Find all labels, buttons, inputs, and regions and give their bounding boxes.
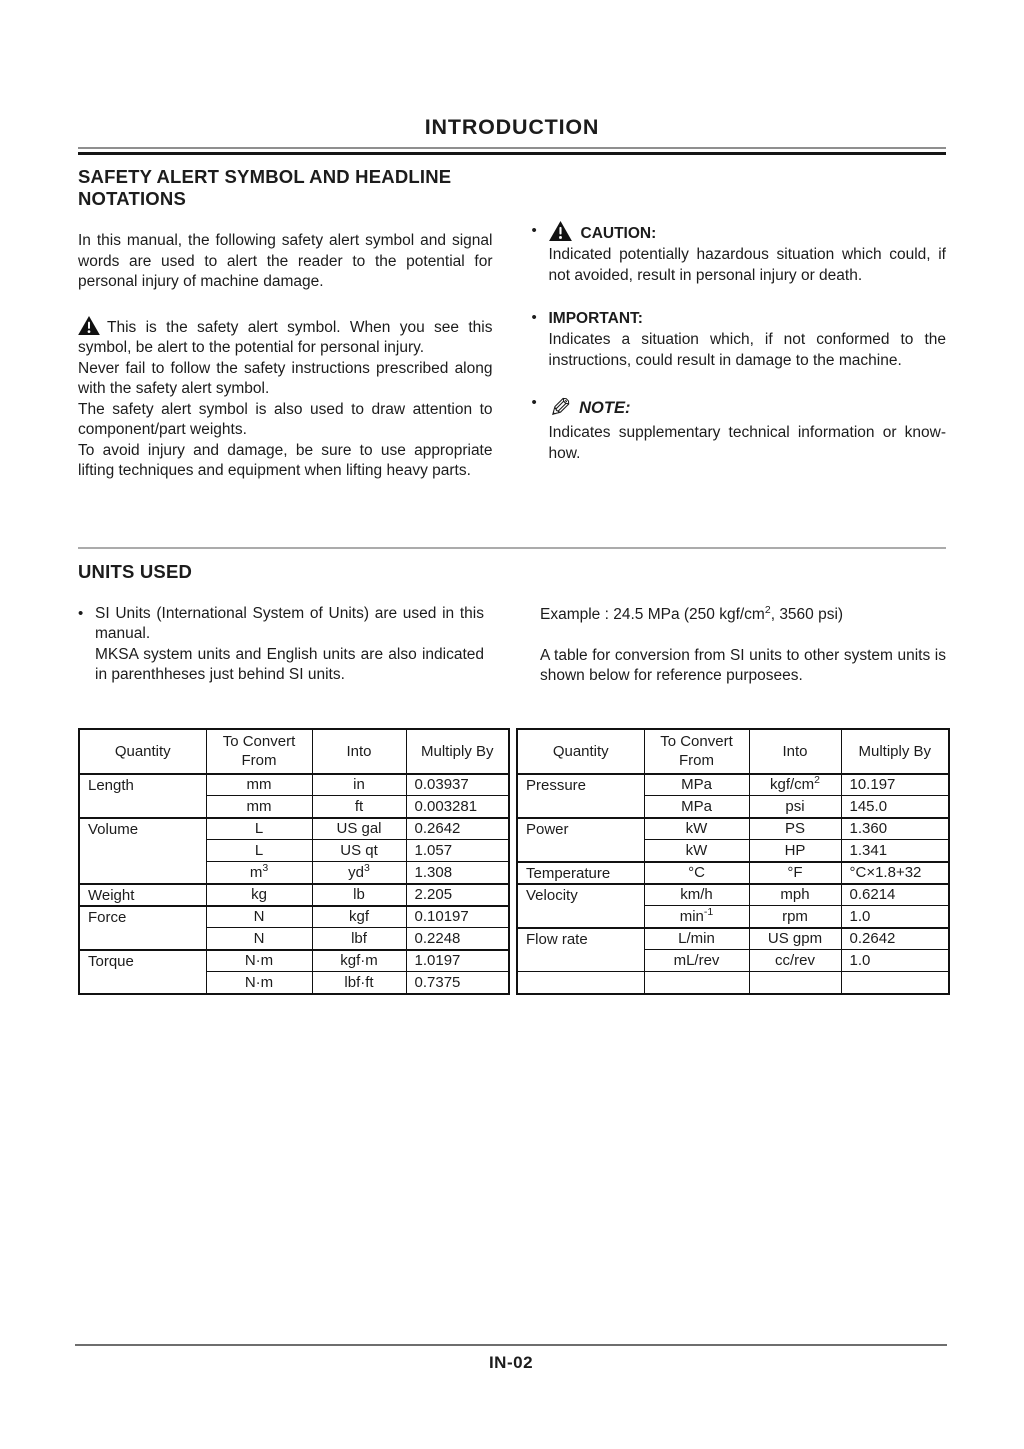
bullet-icon: • (531, 309, 537, 326)
into-cell: lbf·ft (312, 972, 406, 994)
note-text: Indicates supplementary technical information or know-how. (548, 424, 946, 462)
into-cell: lbf (312, 928, 406, 950)
footer-rule (75, 1344, 947, 1346)
table-row (517, 862, 949, 884)
convert-from-cell: $m^3$ (206, 862, 312, 884)
safety-section-heading: SAFETY ALERT SYMBOL AND HEADLINE NOTATIONS (78, 166, 452, 209)
convert-from-cell: N (206, 928, 312, 950)
page-title: INTRODUCTION (424, 115, 600, 139)
important-heading: IMPORTANT: (548, 310, 643, 327)
table-row (79, 774, 509, 796)
note-heading: ✎ NOTE: (548, 393, 631, 423)
convert-from-cell: L (206, 818, 312, 840)
quantity-cell: Flow rate (517, 928, 644, 972)
page-number: IN-02 (488, 1353, 534, 1372)
quantity-cell: Force (79, 906, 206, 950)
column-header-convert-from: To Convert From (206, 729, 312, 774)
multiply-by-cell: 0.2642 (841, 928, 949, 950)
table-row (79, 950, 509, 972)
safety-symbol-sentence: Never fail to follow the safety instructions prescribed along with the safety alert symbol. (78, 359, 493, 397)
caution-heading: CAUTION: (549, 221, 947, 245)
column-header-quantity: Quantity (79, 729, 206, 774)
column-header-into: Into (749, 729, 841, 774)
conversion-table-left (78, 728, 510, 995)
multiply-by-cell: 2.205 (406, 884, 509, 906)
into-cell: kgf·m (312, 950, 406, 972)
into-cell: HP (749, 840, 841, 862)
multiply-by-cell: 1.341 (841, 840, 949, 862)
safety-left-column (78, 155, 493, 486)
into-cell: cc/rev (749, 950, 841, 972)
conversion-table-right (516, 728, 950, 995)
multiply-by-cell: 0.6214 (841, 884, 949, 906)
column-header-multiply-by: Multiply By (841, 729, 949, 774)
table-row (517, 884, 949, 906)
convert-from-cell: kW (644, 840, 749, 862)
into-cell: US gal (312, 818, 406, 840)
quantity-cell: Pressure (517, 774, 644, 818)
quantity-cell (517, 972, 644, 994)
units-table-note: A table for conversion from SI units to other system units is shown below for reference purposees. (540, 646, 946, 684)
table-row (79, 818, 509, 840)
into-cell: lb (312, 884, 406, 906)
multiply-by-cell: 145.0 (841, 796, 949, 818)
safety-symbol-sentence: To avoid injury and damage, be sure to use appropriate lifting techniques and equipment when lifting heavy parts. (78, 441, 493, 479)
convert-from-cell: mm (206, 796, 312, 818)
table-row (79, 906, 509, 928)
table-row (517, 818, 949, 840)
quantity-cell: Torque (79, 950, 206, 994)
table-header-row (517, 729, 949, 774)
convert-from-cell: km/h (644, 884, 749, 906)
table-row (79, 884, 509, 906)
units-section-divider (78, 547, 946, 549)
units-bullet-text-2: MKSA system units and English units are also indicated in parenthheses just behind SI units. (95, 645, 484, 683)
multiply-by-cell: 0.003281 (406, 796, 509, 818)
convert-from-cell: MPa (644, 796, 749, 818)
quantity-cell: Weight (79, 884, 206, 906)
convert-from-cell: N·m (206, 950, 312, 972)
title-rule-top (78, 147, 946, 149)
bullet-icon: • (78, 604, 84, 622)
safety-right-column (532, 155, 947, 486)
units-bullet-text-1: SI Units (International System of Units) are used in this manual. (95, 604, 484, 642)
multiply-by-cell: 0.10197 (406, 906, 509, 928)
into-cell: PS (749, 818, 841, 840)
convert-from-cell: MPa (644, 774, 749, 796)
convert-from-cell: mm (206, 774, 312, 796)
convert-from-cell: L (206, 840, 312, 862)
quantity-cell: Volume (79, 818, 206, 884)
multiply-by-cell: 1.057 (406, 840, 509, 862)
table-row (517, 972, 949, 994)
into-cell: mph (749, 884, 841, 906)
column-header-quantity: Quantity (517, 729, 644, 774)
into-cell: in (312, 774, 406, 796)
convert-from-cell (644, 972, 749, 994)
units-example: Example : 24.5 MPa (250 kgf/$cm^2$, 3560 psi) (540, 603, 844, 623)
table-header-row (79, 729, 509, 774)
multiply-by-cell: 1.360 (841, 818, 949, 840)
multiply-by-cell: °C×1.8+32 (841, 862, 949, 884)
convert-from-cell: mL/rev (644, 950, 749, 972)
table-row (517, 774, 949, 796)
quantity-cell: Length (79, 774, 206, 818)
into-cell: kgf (312, 906, 406, 928)
into-cell: kgf/$cm^2$ (749, 774, 841, 796)
convert-from-cell: N·m (206, 972, 312, 994)
into-cell: °F (749, 862, 841, 884)
multiply-by-cell: 0.2642 (406, 818, 509, 840)
page-footer (75, 1344, 947, 1374)
safety-symbol-sentence: This is the safety alert symbol. When you see this symbol, be alert to the potential for personal injury. (78, 316, 493, 359)
warning-triangle-icon (549, 221, 572, 241)
multiply-by-cell: 1.308 (406, 862, 509, 884)
column-header-convert-from: To Convert From (644, 729, 749, 774)
multiply-by-cell: 1.0 (841, 906, 949, 928)
caution-item (532, 221, 947, 286)
quantity-cell: Velocity (517, 884, 644, 928)
important-item (532, 308, 947, 371)
quantity-cell: Power (517, 818, 644, 862)
into-cell: ft (312, 796, 406, 818)
important-text: Indicates a situation which, if not conformed to the instructions, could result in damage to the machine. (548, 331, 946, 369)
bullet-icon: • (531, 222, 537, 239)
units-right-column (523, 604, 946, 687)
convert-from-cell: kW (644, 818, 749, 840)
into-cell: US qt (312, 840, 406, 862)
safety-symbol-sentence: The safety alert symbol is also used to draw attention to component/part weights. (78, 400, 493, 438)
units-section (78, 604, 946, 687)
convert-from-cell: L/min (644, 928, 749, 950)
conversion-tables (78, 728, 946, 995)
into-cell (749, 972, 841, 994)
multiply-by-cell (841, 972, 949, 994)
bullet-icon: • (531, 394, 537, 411)
multiply-by-cell: 1.0197 (406, 950, 509, 972)
note-item (532, 393, 947, 464)
column-header-multiply-by: Multiply By (406, 729, 509, 774)
table-row (517, 928, 949, 950)
multiply-by-cell: 0.7375 (406, 972, 509, 994)
multiply-by-cell: 10.197 (841, 774, 949, 796)
multiply-by-cell: 0.2248 (406, 928, 509, 950)
multiply-by-cell: 1.0 (841, 950, 949, 972)
into-cell: US gpm (749, 928, 841, 950)
into-cell: rpm (749, 906, 841, 928)
column-header-into: Into (312, 729, 406, 774)
warning-triangle-icon (78, 316, 100, 335)
units-section-heading: UNITS USED (78, 561, 193, 582)
convert-from-cell: N (206, 906, 312, 928)
convert-from-cell: $\min^{-1}$ (644, 906, 749, 928)
convert-from-cell: kg (206, 884, 312, 906)
units-left-column (78, 604, 484, 687)
convert-from-cell: °C (644, 862, 749, 884)
safety-section (78, 155, 946, 486)
quantity-cell: Temperature (517, 862, 644, 884)
safety-intro-paragraph: In this manual, the following safety alert symbol and signal words are used to alert the reader to the potential for personal injury of machine damage. (78, 232, 493, 290)
into-cell: psi (749, 796, 841, 818)
into-cell: $yd^3$ (312, 862, 406, 884)
multiply-by-cell: 0.03937 (406, 774, 509, 796)
caution-text: Indicated potentially hazardous situation which could, if not avoided, result in personal injury or death. (548, 246, 946, 284)
pencil-icon: ✎ (548, 393, 572, 423)
